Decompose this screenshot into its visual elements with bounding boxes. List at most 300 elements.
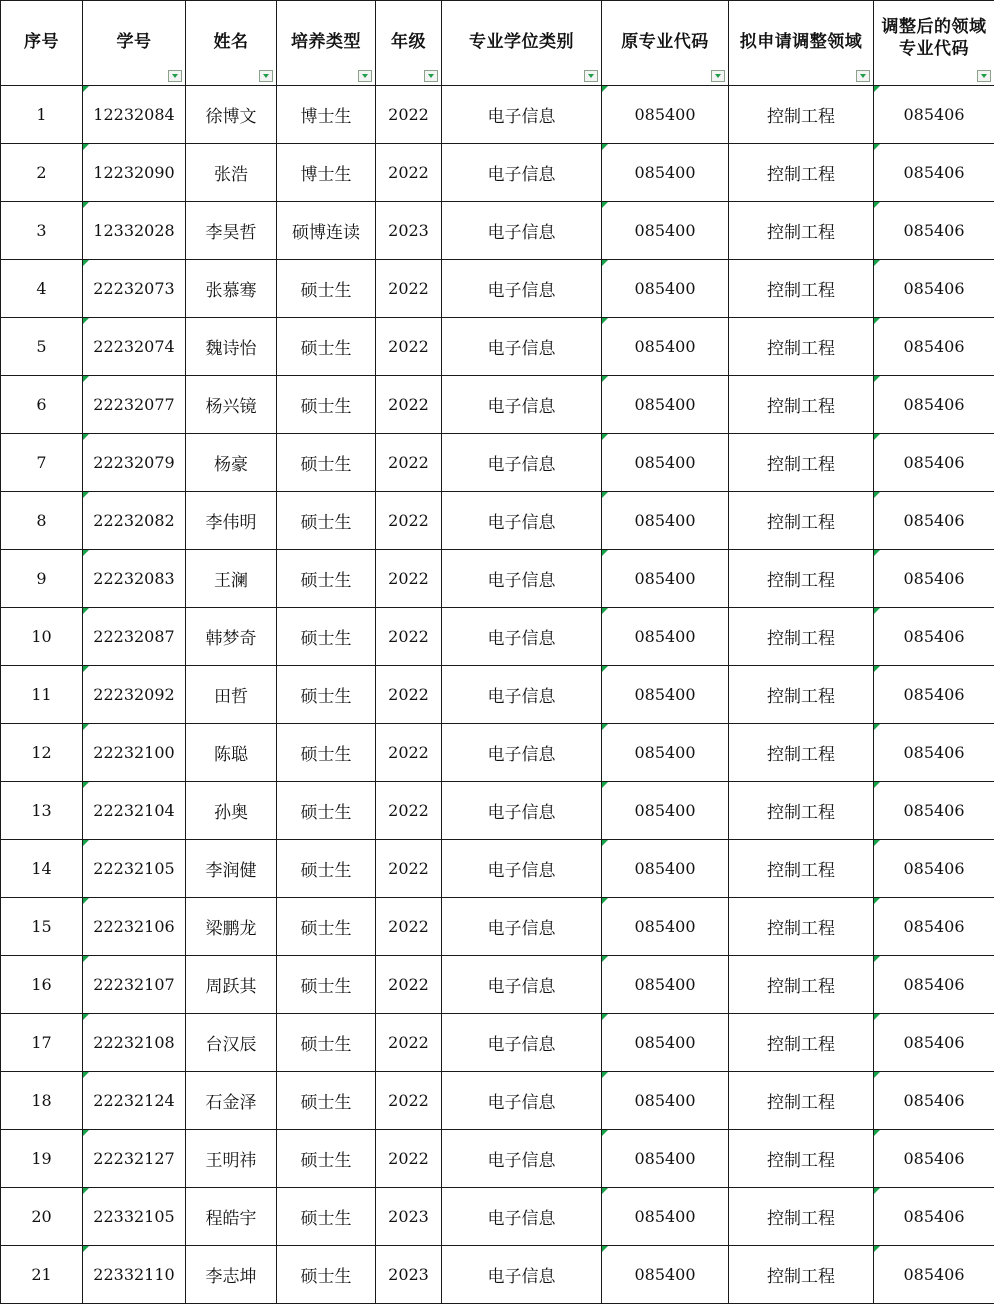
cell-degree-category[interactable] bbox=[442, 1188, 602, 1246]
cell-student-id[interactable] bbox=[83, 1130, 186, 1188]
cell-value: 085400 bbox=[634, 975, 696, 994]
cell-proposed-field[interactable] bbox=[729, 608, 874, 666]
cell-name[interactable] bbox=[186, 434, 277, 492]
cell-training-type[interactable] bbox=[277, 1072, 376, 1130]
cell-seq[interactable] bbox=[1, 434, 83, 492]
cell-training-type[interactable] bbox=[277, 782, 376, 840]
green-triangle-indicator-icon bbox=[874, 608, 880, 614]
cell-value: 电子信息 bbox=[487, 513, 556, 533]
green-triangle-indicator-icon bbox=[874, 144, 880, 150]
cell-student-id[interactable] bbox=[83, 492, 186, 550]
cell-training-type[interactable] bbox=[277, 898, 376, 956]
cell-new-code[interactable] bbox=[874, 898, 994, 956]
cell-degree-category[interactable] bbox=[442, 434, 602, 492]
cell-value: 硕士生 bbox=[300, 629, 352, 649]
cell-value: 控制工程 bbox=[767, 629, 835, 649]
cell-degree-category[interactable] bbox=[442, 840, 602, 898]
cell-seq[interactable] bbox=[1, 318, 83, 376]
cell-training-type[interactable] bbox=[277, 666, 376, 724]
cell-orig-code[interactable] bbox=[602, 724, 729, 782]
cell-grade[interactable] bbox=[376, 202, 442, 260]
cell-new-code[interactable] bbox=[874, 840, 994, 898]
cell-proposed-field[interactable] bbox=[729, 840, 874, 898]
filter-dropdown-icon[interactable] bbox=[856, 70, 870, 82]
cell-orig-code[interactable] bbox=[602, 434, 729, 492]
filter-dropdown-icon[interactable] bbox=[584, 70, 598, 82]
cell-orig-code[interactable] bbox=[602, 1246, 729, 1304]
cell-value: 085400 bbox=[634, 221, 696, 240]
filter-dropdown-icon[interactable] bbox=[424, 70, 438, 82]
cell-proposed-field[interactable] bbox=[729, 1072, 874, 1130]
cell-new-code[interactable] bbox=[874, 724, 994, 782]
cell-value: 李润健 bbox=[205, 861, 257, 881]
cell-degree-category[interactable] bbox=[442, 608, 602, 666]
cell-new-code[interactable] bbox=[874, 1246, 994, 1304]
cell-value: 22332105 bbox=[93, 1207, 175, 1226]
cell-new-code[interactable] bbox=[874, 1188, 994, 1246]
cell-seq[interactable] bbox=[1, 492, 83, 550]
header-degree-category[interactable] bbox=[442, 1, 602, 86]
cell-name[interactable] bbox=[186, 782, 277, 840]
cell-grade[interactable] bbox=[376, 550, 442, 608]
cell-value: 电子信息 bbox=[487, 977, 556, 997]
cell-degree-category[interactable] bbox=[442, 86, 602, 144]
cell-name[interactable] bbox=[186, 956, 277, 1014]
cell-value: 18 bbox=[31, 1091, 52, 1110]
cell-student-id[interactable] bbox=[83, 86, 186, 144]
cell-orig-code[interactable] bbox=[602, 608, 729, 666]
cell-grade[interactable] bbox=[376, 898, 442, 956]
cell-name[interactable] bbox=[186, 1072, 277, 1130]
header-grade[interactable] bbox=[376, 1, 442, 86]
cell-seq[interactable] bbox=[1, 202, 83, 260]
cell-value: 控制工程 bbox=[767, 397, 835, 417]
cell-grade[interactable] bbox=[376, 608, 442, 666]
cell-new-code[interactable] bbox=[874, 260, 994, 318]
green-triangle-indicator-icon bbox=[83, 1072, 89, 1078]
cell-student-id[interactable] bbox=[83, 1188, 186, 1246]
green-triangle-indicator-icon bbox=[874, 1130, 880, 1136]
cell-student-id[interactable] bbox=[83, 1072, 186, 1130]
cell-training-type[interactable] bbox=[277, 260, 376, 318]
cell-student-id[interactable] bbox=[83, 318, 186, 376]
cell-value: 控制工程 bbox=[767, 1093, 835, 1113]
cell-seq[interactable] bbox=[1, 1246, 83, 1304]
cell-value: 电子信息 bbox=[487, 687, 556, 707]
table-row bbox=[1, 1188, 994, 1246]
cell-grade[interactable] bbox=[376, 1130, 442, 1188]
cell-grade[interactable] bbox=[376, 260, 442, 318]
cell-proposed-field[interactable] bbox=[729, 86, 874, 144]
cell-seq[interactable] bbox=[1, 1014, 83, 1072]
cell-training-type[interactable] bbox=[277, 144, 376, 202]
cell-seq[interactable] bbox=[1, 86, 83, 144]
cell-training-type[interactable] bbox=[277, 202, 376, 260]
cell-name[interactable] bbox=[186, 202, 277, 260]
table-row bbox=[1, 376, 994, 434]
cell-degree-category[interactable] bbox=[442, 492, 602, 550]
green-triangle-indicator-icon bbox=[602, 492, 608, 498]
cell-student-id[interactable] bbox=[83, 202, 186, 260]
green-triangle-indicator-icon bbox=[83, 898, 89, 904]
cell-value: 085400 bbox=[634, 511, 696, 530]
cell-grade[interactable] bbox=[376, 376, 442, 434]
cell-student-id[interactable] bbox=[83, 550, 186, 608]
cell-value: 085400 bbox=[634, 337, 696, 356]
cell-name[interactable] bbox=[186, 260, 277, 318]
filter-dropdown-icon[interactable] bbox=[711, 70, 725, 82]
table-row bbox=[1, 492, 994, 550]
cell-orig-code[interactable] bbox=[602, 1072, 729, 1130]
green-triangle-indicator-icon bbox=[83, 550, 89, 556]
green-triangle-indicator-icon bbox=[874, 1246, 880, 1252]
cell-student-id[interactable] bbox=[83, 666, 186, 724]
cell-grade[interactable] bbox=[376, 144, 442, 202]
cell-new-code[interactable] bbox=[874, 434, 994, 492]
cell-value: 控制工程 bbox=[767, 861, 835, 881]
cell-new-code[interactable] bbox=[874, 144, 994, 202]
cell-training-type[interactable] bbox=[277, 608, 376, 666]
green-triangle-indicator-icon bbox=[602, 898, 608, 904]
cell-training-type[interactable] bbox=[277, 724, 376, 782]
cell-degree-category[interactable] bbox=[442, 666, 602, 724]
cell-student-id[interactable] bbox=[83, 608, 186, 666]
cell-proposed-field[interactable] bbox=[729, 550, 874, 608]
green-triangle-indicator-icon bbox=[83, 492, 89, 498]
cell-student-id[interactable] bbox=[83, 260, 186, 318]
cell-value: 2022 bbox=[388, 917, 429, 936]
cell-training-type[interactable] bbox=[277, 318, 376, 376]
cell-value: 8 bbox=[36, 511, 47, 530]
green-triangle-indicator-icon bbox=[83, 376, 89, 382]
cell-value: 电子信息 bbox=[487, 1267, 556, 1287]
cell-degree-category[interactable] bbox=[442, 318, 602, 376]
cell-seq[interactable] bbox=[1, 666, 83, 724]
cell-value: 2022 bbox=[388, 1033, 429, 1052]
cell-training-type[interactable] bbox=[277, 492, 376, 550]
cell-value: 2022 bbox=[388, 453, 429, 472]
cell-value: 085400 bbox=[634, 1091, 696, 1110]
cell-value: 陈聪 bbox=[214, 745, 248, 765]
cell-proposed-field[interactable] bbox=[729, 202, 874, 260]
cell-orig-code[interactable] bbox=[602, 840, 729, 898]
cell-new-code[interactable] bbox=[874, 550, 994, 608]
table-row bbox=[1, 1014, 994, 1072]
cell-seq[interactable] bbox=[1, 782, 83, 840]
cell-orig-code[interactable] bbox=[602, 782, 729, 840]
header-name[interactable] bbox=[186, 1, 277, 86]
cell-value: 魏诗怡 bbox=[205, 339, 257, 359]
cell-name[interactable] bbox=[186, 492, 277, 550]
cell-training-type[interactable] bbox=[277, 840, 376, 898]
cell-value: 15 bbox=[31, 917, 52, 936]
cell-training-type[interactable] bbox=[277, 1014, 376, 1072]
cell-proposed-field[interactable] bbox=[729, 144, 874, 202]
cell-degree-category[interactable] bbox=[442, 1014, 602, 1072]
cell-orig-code[interactable] bbox=[602, 260, 729, 318]
cell-grade[interactable] bbox=[376, 1188, 442, 1246]
cell-name[interactable] bbox=[186, 550, 277, 608]
cell-grade[interactable] bbox=[376, 434, 442, 492]
cell-proposed-field[interactable] bbox=[729, 376, 874, 434]
cell-orig-code[interactable] bbox=[602, 202, 729, 260]
cell-value: 控制工程 bbox=[767, 687, 835, 707]
cell-student-id[interactable] bbox=[83, 840, 186, 898]
header-label: 专业学位类别 bbox=[469, 31, 574, 52]
cell-new-code[interactable] bbox=[874, 956, 994, 1014]
header-label: 调整后的领域专业代码 bbox=[881, 17, 987, 59]
cell-degree-category[interactable] bbox=[442, 260, 602, 318]
cell-orig-code[interactable] bbox=[602, 1130, 729, 1188]
filter-dropdown-icon[interactable] bbox=[358, 70, 372, 82]
cell-value: 11 bbox=[31, 685, 52, 704]
cell-degree-category[interactable] bbox=[442, 376, 602, 434]
cell-value: 2022 bbox=[388, 975, 429, 994]
cell-new-code[interactable] bbox=[874, 666, 994, 724]
cell-value: 控制工程 bbox=[767, 455, 835, 475]
cell-name[interactable] bbox=[186, 898, 277, 956]
cell-grade[interactable] bbox=[376, 840, 442, 898]
cell-orig-code[interactable] bbox=[602, 550, 729, 608]
header-orig-code[interactable] bbox=[602, 1, 729, 86]
cell-orig-code[interactable] bbox=[602, 492, 729, 550]
cell-student-id[interactable] bbox=[83, 898, 186, 956]
cell-degree-category[interactable] bbox=[442, 202, 602, 260]
cell-seq[interactable] bbox=[1, 1130, 83, 1188]
cell-value: 2022 bbox=[388, 1091, 429, 1110]
green-triangle-indicator-icon bbox=[83, 260, 89, 266]
cell-training-type[interactable] bbox=[277, 1246, 376, 1304]
green-triangle-indicator-icon bbox=[83, 956, 89, 962]
cell-degree-category[interactable] bbox=[442, 782, 602, 840]
cell-new-code[interactable] bbox=[874, 376, 994, 434]
cell-degree-category[interactable] bbox=[442, 1130, 602, 1188]
cell-degree-category[interactable] bbox=[442, 144, 602, 202]
cell-value: 6 bbox=[36, 395, 47, 414]
table-row bbox=[1, 840, 994, 898]
cell-value: 085406 bbox=[903, 1091, 965, 1110]
cell-orig-code[interactable] bbox=[602, 1014, 729, 1072]
cell-orig-code[interactable] bbox=[602, 318, 729, 376]
cell-value: 085406 bbox=[903, 279, 965, 298]
cell-value: 硕士生 bbox=[300, 397, 352, 417]
header-new-code[interactable] bbox=[874, 1, 994, 86]
header-student-id[interactable] bbox=[83, 1, 186, 86]
cell-value: 085406 bbox=[903, 105, 965, 124]
cell-student-id[interactable] bbox=[83, 782, 186, 840]
cell-orig-code[interactable] bbox=[602, 898, 729, 956]
cell-new-code[interactable] bbox=[874, 202, 994, 260]
filter-dropdown-icon[interactable] bbox=[168, 70, 182, 82]
cell-proposed-field[interactable] bbox=[729, 724, 874, 782]
cell-student-id[interactable] bbox=[83, 434, 186, 492]
green-triangle-indicator-icon bbox=[874, 782, 880, 788]
cell-degree-category[interactable] bbox=[442, 898, 602, 956]
cell-training-type[interactable] bbox=[277, 434, 376, 492]
cell-seq[interactable] bbox=[1, 608, 83, 666]
cell-seq[interactable] bbox=[1, 550, 83, 608]
cell-student-id[interactable] bbox=[83, 376, 186, 434]
cell-proposed-field[interactable] bbox=[729, 898, 874, 956]
cell-name[interactable] bbox=[186, 1188, 277, 1246]
cell-degree-category[interactable] bbox=[442, 724, 602, 782]
cell-value: 2022 bbox=[388, 859, 429, 878]
cell-new-code[interactable] bbox=[874, 782, 994, 840]
cell-degree-category[interactable] bbox=[442, 956, 602, 1014]
cell-value: 21 bbox=[31, 1265, 52, 1284]
cell-value: 10 bbox=[31, 627, 52, 646]
cell-seq[interactable] bbox=[1, 376, 83, 434]
green-triangle-indicator-icon bbox=[874, 956, 880, 962]
cell-grade[interactable] bbox=[376, 666, 442, 724]
cell-seq[interactable] bbox=[1, 724, 83, 782]
cell-grade[interactable] bbox=[376, 956, 442, 1014]
filter-dropdown-icon[interactable] bbox=[259, 70, 273, 82]
filter-dropdown-icon[interactable] bbox=[977, 70, 991, 82]
cell-degree-category[interactable] bbox=[442, 1072, 602, 1130]
cell-value: 085400 bbox=[634, 743, 696, 762]
cell-name[interactable] bbox=[186, 608, 277, 666]
cell-proposed-field[interactable] bbox=[729, 1246, 874, 1304]
cell-grade[interactable] bbox=[376, 724, 442, 782]
cell-grade[interactable] bbox=[376, 318, 442, 376]
cell-new-code[interactable] bbox=[874, 1072, 994, 1130]
cell-value: 田哲 bbox=[214, 687, 248, 707]
cell-orig-code[interactable] bbox=[602, 144, 729, 202]
cell-new-code[interactable] bbox=[874, 86, 994, 144]
cell-proposed-field[interactable] bbox=[729, 666, 874, 724]
cell-seq[interactable] bbox=[1, 1188, 83, 1246]
cell-training-type[interactable] bbox=[277, 1130, 376, 1188]
cell-value: 22232077 bbox=[93, 395, 175, 414]
header-training-type[interactable] bbox=[277, 1, 376, 86]
cell-new-code[interactable] bbox=[874, 492, 994, 550]
cell-training-type[interactable] bbox=[277, 1188, 376, 1246]
cell-grade[interactable] bbox=[376, 492, 442, 550]
header-row-group bbox=[1, 1, 994, 86]
cell-value: 控制工程 bbox=[767, 803, 835, 823]
cell-seq[interactable] bbox=[1, 840, 83, 898]
green-triangle-indicator-icon bbox=[602, 840, 608, 846]
green-triangle-indicator-icon bbox=[83, 1246, 89, 1252]
cell-value: 22232092 bbox=[93, 685, 175, 704]
cell-value: 12332028 bbox=[93, 221, 175, 240]
cell-name[interactable] bbox=[186, 318, 277, 376]
cell-grade[interactable] bbox=[376, 1246, 442, 1304]
cell-value: 085400 bbox=[634, 279, 696, 298]
cell-seq[interactable] bbox=[1, 898, 83, 956]
cell-proposed-field[interactable] bbox=[729, 492, 874, 550]
cell-value: 085400 bbox=[634, 105, 696, 124]
cell-value: 张慕骞 bbox=[205, 281, 257, 301]
cell-value: 085406 bbox=[903, 163, 965, 182]
cell-name[interactable] bbox=[186, 840, 277, 898]
cell-value: 杨豪 bbox=[214, 455, 248, 475]
green-triangle-indicator-icon bbox=[83, 202, 89, 208]
cell-degree-category[interactable] bbox=[442, 550, 602, 608]
cell-name[interactable] bbox=[186, 86, 277, 144]
cell-seq[interactable] bbox=[1, 260, 83, 318]
cell-seq[interactable] bbox=[1, 956, 83, 1014]
table-row bbox=[1, 1072, 994, 1130]
cell-value: 085400 bbox=[634, 627, 696, 646]
cell-value: 电子信息 bbox=[487, 1093, 556, 1113]
cell-proposed-field[interactable] bbox=[729, 260, 874, 318]
cell-value: 12232084 bbox=[93, 105, 175, 124]
cell-grade[interactable] bbox=[376, 86, 442, 144]
cell-student-id[interactable] bbox=[83, 1014, 186, 1072]
cell-new-code[interactable] bbox=[874, 608, 994, 666]
cell-orig-code[interactable] bbox=[602, 956, 729, 1014]
cell-value: 王明祎 bbox=[205, 1151, 257, 1171]
cell-proposed-field[interactable] bbox=[729, 956, 874, 1014]
cell-value: 20 bbox=[31, 1207, 52, 1226]
cell-orig-code[interactable] bbox=[602, 86, 729, 144]
cell-proposed-field[interactable] bbox=[729, 1188, 874, 1246]
header-seq[interactable] bbox=[1, 1, 83, 86]
cell-proposed-field[interactable] bbox=[729, 318, 874, 376]
cell-name[interactable] bbox=[186, 1130, 277, 1188]
cell-name[interactable] bbox=[186, 724, 277, 782]
cell-new-code[interactable] bbox=[874, 1130, 994, 1188]
green-triangle-indicator-icon bbox=[83, 840, 89, 846]
cell-name[interactable] bbox=[186, 144, 277, 202]
header-proposed-field[interactable] bbox=[729, 1, 874, 86]
cell-name[interactable] bbox=[186, 1246, 277, 1304]
cell-training-type[interactable] bbox=[277, 956, 376, 1014]
cell-seq[interactable] bbox=[1, 144, 83, 202]
table-row bbox=[1, 608, 994, 666]
cell-proposed-field[interactable] bbox=[729, 1014, 874, 1072]
cell-value: 13 bbox=[31, 801, 52, 820]
cell-orig-code[interactable] bbox=[602, 666, 729, 724]
cell-name[interactable] bbox=[186, 1014, 277, 1072]
cell-training-type[interactable] bbox=[277, 86, 376, 144]
cell-name[interactable] bbox=[186, 666, 277, 724]
cell-grade[interactable] bbox=[376, 782, 442, 840]
cell-student-id[interactable] bbox=[83, 1246, 186, 1304]
cell-degree-category[interactable] bbox=[442, 1246, 602, 1304]
cell-student-id[interactable] bbox=[83, 144, 186, 202]
cell-new-code[interactable] bbox=[874, 1014, 994, 1072]
cell-proposed-field[interactable] bbox=[729, 434, 874, 492]
cell-grade[interactable] bbox=[376, 1072, 442, 1130]
cell-value: 博士生 bbox=[300, 107, 352, 127]
cell-new-code[interactable] bbox=[874, 318, 994, 376]
cell-value: 17 bbox=[31, 1033, 52, 1052]
cell-value: 2023 bbox=[388, 221, 429, 240]
cell-name[interactable] bbox=[186, 376, 277, 434]
cell-student-id[interactable] bbox=[83, 956, 186, 1014]
cell-student-id[interactable] bbox=[83, 724, 186, 782]
cell-value: 2023 bbox=[388, 1265, 429, 1284]
table-row bbox=[1, 898, 994, 956]
cell-orig-code[interactable] bbox=[602, 376, 729, 434]
cell-training-type[interactable] bbox=[277, 376, 376, 434]
cell-orig-code[interactable] bbox=[602, 1188, 729, 1246]
cell-value: 085406 bbox=[903, 395, 965, 414]
cell-value: 085400 bbox=[634, 395, 696, 414]
cell-value: 22332110 bbox=[93, 1265, 175, 1284]
cell-proposed-field[interactable] bbox=[729, 1130, 874, 1188]
cell-value: 控制工程 bbox=[767, 107, 835, 127]
cell-proposed-field[interactable] bbox=[729, 782, 874, 840]
cell-training-type[interactable] bbox=[277, 550, 376, 608]
cell-grade[interactable] bbox=[376, 1014, 442, 1072]
table-row bbox=[1, 144, 994, 202]
cell-seq[interactable] bbox=[1, 1072, 83, 1130]
header-label: 拟申请调整领域 bbox=[739, 31, 863, 52]
